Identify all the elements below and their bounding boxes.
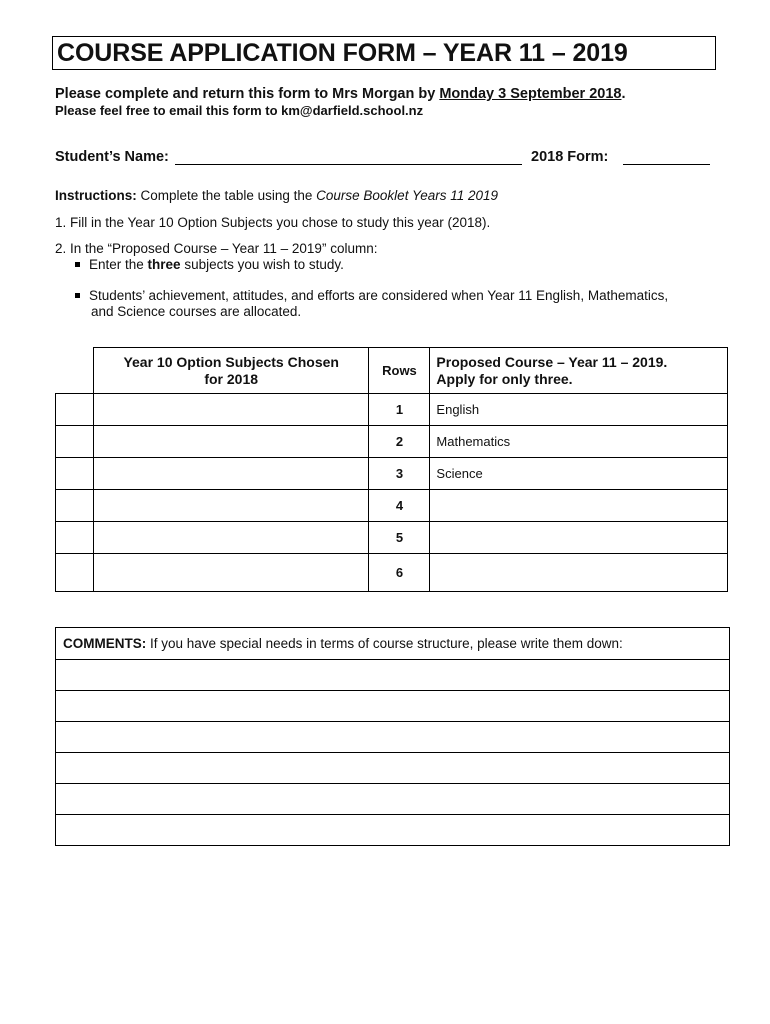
- form-class-field[interactable]: [623, 149, 710, 165]
- form-class-label: 2018 Form:: [531, 149, 609, 165]
- table-row: [56, 554, 728, 592]
- row-subject-cell[interactable]: [93, 490, 369, 522]
- comments-table: [55, 627, 730, 846]
- row-subject-cell[interactable]: [93, 458, 369, 490]
- instruction-step-1: 1. Fill in the Year 10 Option Subjects you chose to study this year (2018).: [55, 215, 491, 230]
- row-check-cell[interactable]: [56, 522, 94, 554]
- student-name-field[interactable]: [175, 149, 522, 165]
- instructions: Instructions: Complete the table using the Course Booklet Years 11 2019: [55, 188, 499, 203]
- bullet-icon: [75, 262, 80, 267]
- table-row: [56, 426, 728, 458]
- table-row: [56, 522, 728, 554]
- row-number: 6: [369, 554, 430, 592]
- comments-line[interactable]: [56, 753, 730, 784]
- row-course[interactable]: English: [430, 394, 728, 426]
- row-course[interactable]: Science: [430, 458, 728, 490]
- row-subject-cell[interactable]: [93, 426, 369, 458]
- comments-line[interactable]: [56, 784, 730, 815]
- row-number: 5: [369, 522, 430, 554]
- row-subject-cell[interactable]: [93, 394, 369, 426]
- row-check-cell[interactable]: [56, 394, 94, 426]
- row-course[interactable]: [430, 522, 728, 554]
- header-rows: Rows: [369, 348, 430, 394]
- booklet-title: Course Booklet Years 11 2019: [316, 188, 499, 203]
- row-subject-cell[interactable]: [93, 522, 369, 554]
- row-check-cell[interactable]: [56, 426, 94, 458]
- student-name-label: Student’s Name:: [55, 149, 169, 165]
- comments-line[interactable]: [56, 815, 730, 846]
- row-course[interactable]: Mathematics: [430, 426, 728, 458]
- table-row: [56, 458, 728, 490]
- form-title-box: [52, 36, 716, 70]
- row-check-cell[interactable]: [56, 490, 94, 522]
- course-table: [55, 347, 728, 592]
- email-instruction: Please feel free to email this form to km@darfield.school.nz: [55, 103, 424, 118]
- return-deadline: Monday 3 September 2018: [439, 86, 622, 102]
- row-number: 3: [369, 458, 430, 490]
- bullet-icon: [75, 293, 80, 298]
- row-subject-cell[interactable]: [93, 554, 369, 592]
- comments-line[interactable]: [56, 722, 730, 753]
- header-proposed: Proposed Course – Year 11 – 2019. Apply for only three.: [430, 348, 728, 394]
- instruction-bullet-2-cont: and Science courses are allocated.: [91, 304, 302, 319]
- instruction-step-2: 2. In the “Proposed Course – Year 11 – 2019” column:: [55, 241, 378, 256]
- row-course[interactable]: [430, 554, 728, 592]
- row-number: 2: [369, 426, 430, 458]
- row-course[interactable]: [430, 490, 728, 522]
- comments-line[interactable]: [56, 691, 730, 722]
- instruction-bullet-2: Students’ achievement, attitudes, and efforts are considered when Year 11 English, Mathematics,: [75, 288, 668, 303]
- row-number: 4: [369, 490, 430, 522]
- comments-line[interactable]: [56, 660, 730, 691]
- row-check-cell[interactable]: [56, 458, 94, 490]
- comments-header: COMMENTS: If you have special needs in terms of course structure, please write them down:: [56, 628, 730, 660]
- row-number: 1: [369, 394, 430, 426]
- form-title: COURSE APPLICATION FORM – YEAR 11 – 2019: [57, 38, 628, 67]
- table-row: [56, 394, 728, 426]
- row-check-cell[interactable]: [56, 554, 94, 592]
- return-instruction: Please complete and return this form to Mrs Morgan by Monday 3 September 2018.: [55, 86, 626, 102]
- header-subjects: Year 10 Option Subjects Chosen for 2018: [93, 348, 369, 394]
- table-header-row: [56, 348, 728, 394]
- table-row: [56, 490, 728, 522]
- instruction-bullet-1: Enter the three subjects you wish to study.: [75, 257, 344, 272]
- comments-header-row: [56, 628, 730, 660]
- table-corner: [56, 348, 94, 394]
